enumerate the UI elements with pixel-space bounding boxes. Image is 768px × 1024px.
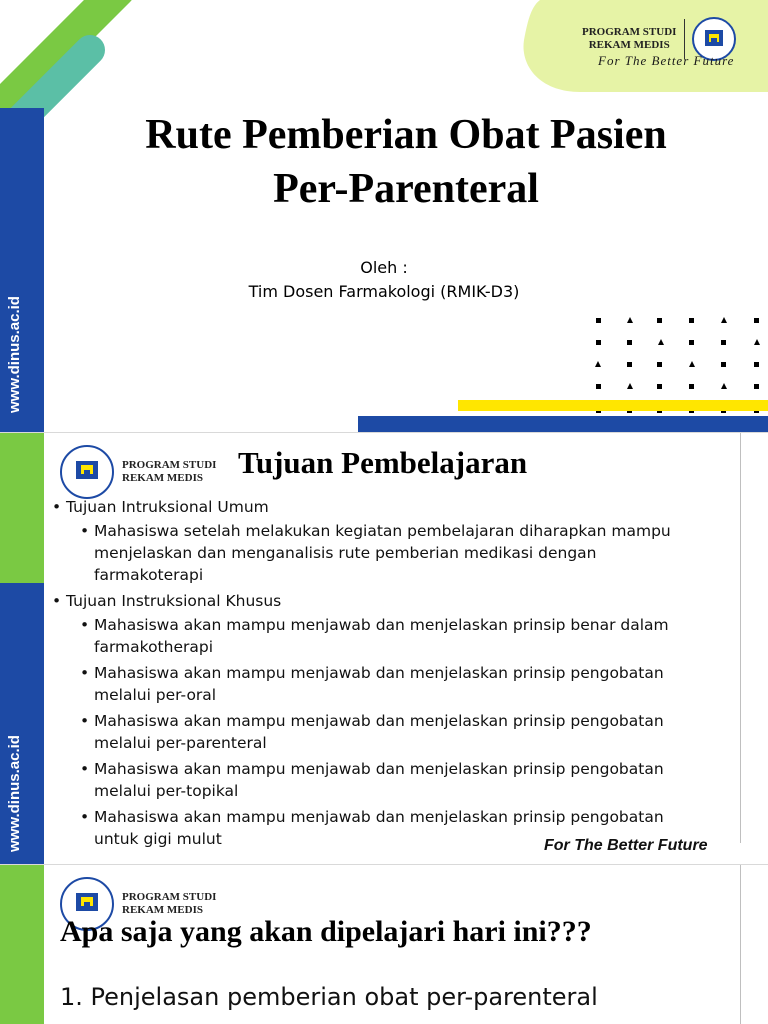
slide-title (0, 0, 768, 432)
slide-agenda (0, 865, 768, 1024)
program-label-1: PROGRAM STUDI (122, 459, 217, 471)
list-item: • Mahasiswa akan mampu menjawab dan menjelaskan prinsip benar dalam farmakotherapi (66, 614, 702, 658)
slide-objectives (0, 433, 768, 864)
byline-label: Oleh : (360, 258, 408, 277)
header-logo (58, 443, 216, 501)
tagline: For The Better Future (598, 53, 735, 68)
program-label-1: PROGRAM STUDI (122, 891, 217, 903)
side-band-green (0, 433, 44, 583)
list-item: • Mahasiswa akan mampu menjawab dan menjelaskan prinsip pengobatan melalui per-oral (66, 662, 702, 706)
agenda-item: 1. Penjelasan pemberian obat per-parenteral (60, 983, 598, 1011)
right-rule (740, 433, 741, 843)
list-item: • Mahasiswa akan mampu menjawab dan menjelaskan prinsip pengobatan melalui per-topikal (66, 758, 702, 802)
section-heading: Tujuan Pembelajaran (238, 445, 528, 480)
section-label: Tujuan Intruksional Umum (66, 498, 269, 516)
section-heading: Apa saja yang akan dipelajari hari ini??? (60, 915, 592, 948)
accent-bar-yellow (458, 400, 768, 411)
list-item (52, 591, 702, 850)
accent-bar-blue (358, 416, 768, 432)
list-item: • Mahasiswa akan mampu menjawab dan menjelaskan prinsip pengobatan melalui per-parenteral (66, 710, 702, 754)
program-label-2: REKAM MEDIS (588, 39, 670, 51)
program-label-1: PROGRAM STUDI (582, 26, 677, 38)
title-line-2: Per-Parenteral (273, 166, 539, 212)
list-item (52, 497, 702, 586)
program-label-2: REKAM MEDIS (122, 904, 203, 916)
list-item: • Mahasiswa akan mampu menjawab dan menjelaskan prinsip pengobatan untuk gigi mulut (66, 806, 702, 850)
tagline: For The Better Future (544, 837, 708, 854)
right-rule (740, 865, 741, 1024)
program-label-2: REKAM MEDIS (122, 472, 203, 484)
side-band-green (0, 865, 44, 1024)
list-item: • Mahasiswa setelah melakukan kegiatan pembelajaran diharapkan mampu menjelaskan dan menganalisis rute pemberian medikasi dengan farmakoterapi (66, 520, 702, 586)
section-label: Tujuan Instruksional Khusus (66, 592, 282, 610)
slide-title-text (44, 108, 768, 216)
byline-author: Tim Dosen Farmakologi (RMIK-D3) (248, 282, 520, 301)
title-line-1: Rute Pemberian Obat Pasien (145, 112, 667, 158)
objectives-list (52, 497, 702, 855)
website-url: www.dinus.ac.id (6, 296, 23, 414)
university-seal-icon (58, 443, 116, 501)
website-url: www.dinus.ac.id (6, 735, 23, 853)
